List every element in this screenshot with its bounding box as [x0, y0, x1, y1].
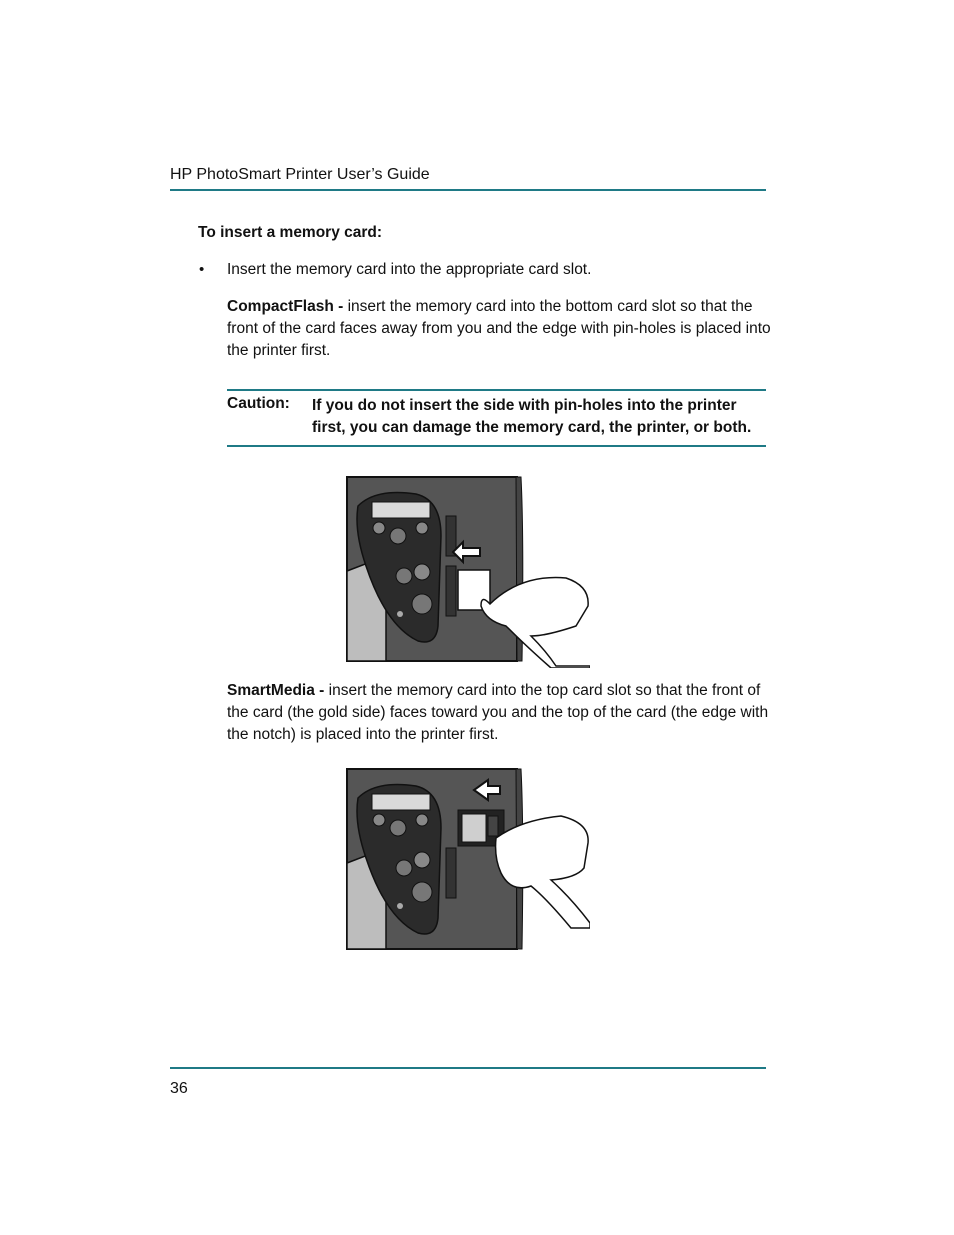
caution-label: Caution:: [227, 395, 290, 412]
smartmedia-text: insert the memory card into the top card slot so that the front of the card (the gold side) faces toward you and the top of the card (the edge with the notch) is placed into the printer first.: [227, 682, 769, 743]
smartmedia-paragraph: [227, 680, 772, 746]
bullet-text: Insert the memory card into the appropriate card slot.: [227, 261, 592, 278]
compactflash-text: insert the memory card into the bottom card slot so that the front of the card faces away from you and the edge with pin-holes is placed into the printer first.: [227, 298, 771, 359]
procedure-heading: To insert a memory card:: [198, 224, 383, 241]
page-number: 36: [170, 1080, 188, 1097]
running-header: HP PhotoSmart Printer User’s Guide: [170, 166, 430, 183]
smartmedia-label: SmartMedia -: [227, 682, 325, 699]
caution-bottom-rule: [227, 445, 766, 447]
footer-rule: [170, 1067, 766, 1069]
caution-top-rule: [227, 389, 766, 391]
compactflash-paragraph: [227, 296, 772, 362]
compactflash-illustration: [346, 476, 590, 668]
bullet-marker: •: [199, 261, 205, 278]
caution-text: If you do not insert the side with pin-holes into the printer first, you can damage the memory card, the printer, or both.: [312, 397, 752, 436]
smartmedia-illustration: [346, 768, 590, 956]
header-rule: [170, 189, 766, 191]
compactflash-label: CompactFlash -: [227, 298, 344, 315]
